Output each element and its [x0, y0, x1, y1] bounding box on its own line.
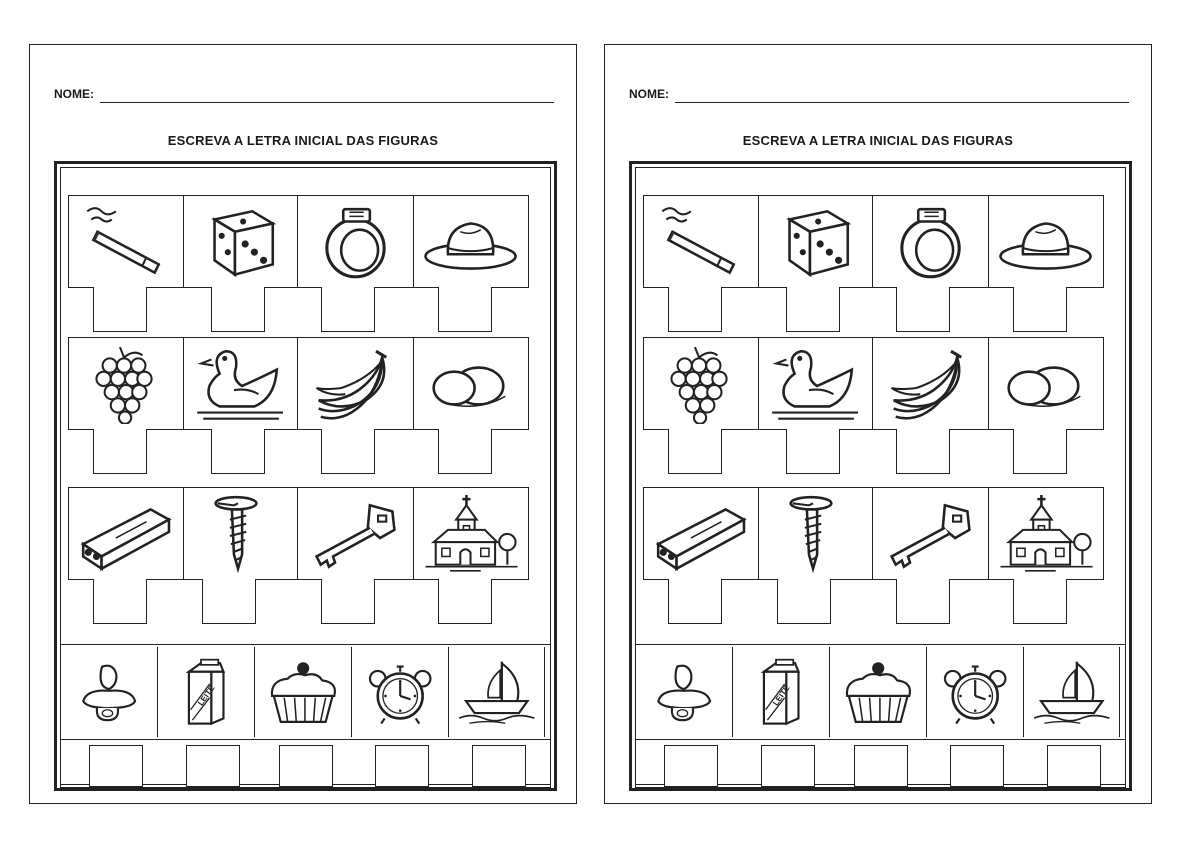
eggs-icon	[419, 343, 522, 425]
figure-cell	[644, 488, 759, 579]
figure-cell	[927, 647, 1024, 737]
answer-box[interactable]	[761, 745, 815, 787]
answer-box[interactable]	[1013, 287, 1067, 332]
answer-box[interactable]	[438, 287, 492, 332]
duck-icon	[764, 343, 866, 425]
name-field[interactable]	[54, 87, 554, 105]
figure-cell	[69, 196, 184, 287]
answer-box[interactable]	[950, 745, 1004, 787]
key-icon	[304, 493, 407, 575]
screw-icon	[189, 493, 291, 575]
figure-cell	[759, 338, 874, 429]
eraser-icon	[75, 493, 177, 575]
figure-row-2	[68, 337, 529, 430]
worksheet-title: ESCREVA A LETRA INICIAL DAS FIGURAS	[742, 133, 1014, 148]
figure-cell	[69, 488, 184, 579]
figure-cell	[69, 338, 184, 429]
figure-cell	[298, 338, 414, 429]
figure-cell	[414, 488, 529, 579]
name-label: NOME:	[629, 87, 669, 101]
bananas-icon	[304, 343, 407, 425]
answer-box[interactable]	[854, 745, 908, 787]
answer-box[interactable]	[93, 287, 147, 332]
figure-cell	[61, 647, 158, 737]
answer-box[interactable]	[321, 429, 375, 474]
eraser-icon	[650, 493, 752, 575]
answer-box[interactable]	[279, 745, 333, 787]
cupcake-icon	[835, 652, 921, 733]
cigarette-icon	[75, 201, 177, 283]
exercise-frame	[629, 161, 1132, 791]
name-field[interactable]	[629, 87, 1129, 105]
answer-box[interactable]	[1047, 745, 1101, 787]
answer-box[interactable]	[1013, 429, 1067, 474]
figure-row-3	[68, 487, 529, 580]
figure-cell	[184, 196, 299, 287]
answer-box[interactable]	[668, 429, 722, 474]
answer-box[interactable]	[668, 579, 722, 624]
figure-cell	[989, 338, 1104, 429]
hat-icon	[419, 201, 522, 283]
answer-box[interactable]	[211, 287, 265, 332]
figure-cell	[759, 488, 874, 579]
figure-cell	[184, 488, 299, 579]
figure-cell	[298, 488, 414, 579]
figure-cell	[989, 488, 1104, 579]
figure-cell	[1024, 647, 1120, 737]
answer-box[interactable]	[375, 745, 429, 787]
answer-box[interactable]	[664, 745, 718, 787]
worksheet-title: ESCREVA A LETRA INICIAL DAS FIGURAS	[167, 133, 439, 148]
figure-row-4	[636, 647, 1120, 737]
screw-icon	[764, 493, 866, 575]
figure-cell	[873, 196, 989, 287]
answer-box[interactable]	[896, 579, 950, 624]
figure-cell	[414, 196, 529, 287]
answer-box[interactable]	[438, 429, 492, 474]
cupcake-icon	[260, 652, 346, 733]
cigarette-icon	[650, 201, 752, 283]
answer-box[interactable]	[786, 429, 840, 474]
figure-cell	[873, 338, 989, 429]
boat-icon	[1029, 652, 1115, 733]
answer-box[interactable]	[896, 287, 950, 332]
exercise-frame	[54, 161, 557, 791]
church-icon	[419, 493, 522, 575]
answer-box[interactable]	[438, 579, 492, 624]
answer-box[interactable]	[93, 579, 147, 624]
answer-box[interactable]	[211, 429, 265, 474]
answer-box[interactable]	[89, 745, 143, 787]
figure-cell	[184, 338, 299, 429]
figure-cell	[255, 647, 352, 737]
answer-box[interactable]	[321, 579, 375, 624]
worksheet-right	[604, 44, 1152, 804]
grapes-icon	[75, 343, 177, 425]
alarm-clock-icon	[357, 652, 443, 733]
answer-box[interactable]	[668, 287, 722, 332]
figure-cell	[989, 196, 1104, 287]
answer-box[interactable]	[472, 745, 526, 787]
dice-icon	[189, 201, 291, 283]
pacifier-icon	[641, 652, 727, 733]
figure-row-3	[643, 487, 1104, 580]
figure-cell	[636, 647, 733, 737]
grapes-icon	[650, 343, 752, 425]
figure-cell	[298, 196, 414, 287]
answer-box[interactable]	[202, 579, 256, 624]
name-rule	[675, 102, 1129, 103]
answer-box[interactable]	[777, 579, 831, 624]
alarm-clock-icon	[932, 652, 1018, 733]
answer-box[interactable]	[93, 429, 147, 474]
answer-box[interactable]	[186, 745, 240, 787]
name-rule	[100, 102, 554, 103]
figure-cell	[830, 647, 927, 737]
boat-icon	[454, 652, 540, 733]
hat-icon	[994, 201, 1097, 283]
answer-box[interactable]	[1013, 579, 1067, 624]
duck-icon	[189, 343, 291, 425]
church-icon	[994, 493, 1097, 575]
figure-cell	[873, 488, 989, 579]
eggs-icon	[994, 343, 1097, 425]
figure-row-1	[68, 195, 529, 288]
figure-cell	[449, 647, 545, 737]
bananas-icon	[879, 343, 982, 425]
answer-box[interactable]	[786, 287, 840, 332]
figure-cell	[352, 647, 449, 737]
worksheet-left	[29, 44, 577, 804]
pacifier-icon	[66, 652, 152, 733]
answer-box[interactable]	[321, 287, 375, 332]
ring-icon	[879, 201, 982, 283]
figure-cell	[158, 647, 255, 737]
ring-icon	[304, 201, 407, 283]
figure-cell	[414, 338, 529, 429]
milk-carton-label: LEITE	[196, 683, 217, 708]
figure-row-2	[643, 337, 1104, 430]
dice-icon	[764, 201, 866, 283]
figure-cell	[759, 196, 874, 287]
name-label: NOME:	[54, 87, 94, 101]
figure-cell	[644, 338, 759, 429]
key-icon	[879, 493, 982, 575]
answer-box[interactable]	[896, 429, 950, 474]
milk-carton-label: LEITE	[771, 683, 792, 708]
figure-row-1	[643, 195, 1104, 288]
figure-row-4	[61, 647, 545, 737]
figure-cell	[733, 647, 830, 737]
figure-cell	[644, 196, 759, 287]
